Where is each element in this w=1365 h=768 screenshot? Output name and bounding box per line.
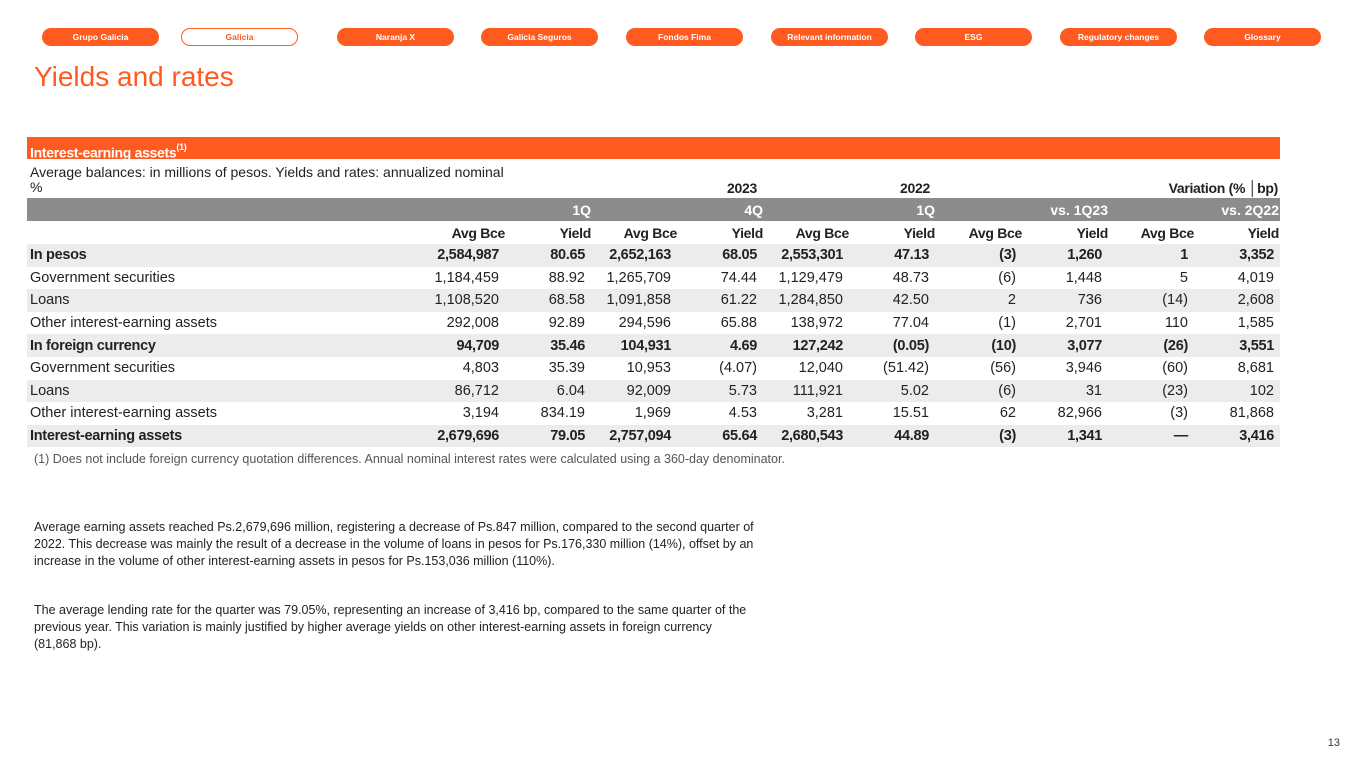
table-cell: 4.69 [677,334,763,357]
table-cell: 92,009 [591,380,677,403]
table-cell: 44.89 [849,425,935,448]
table-cell: 65.64 [677,425,763,448]
table-cell: 3,352 [1194,244,1280,267]
table-cell: 81,868 [1229,405,1274,422]
table-cell: 47.13 [849,244,935,267]
table-cell: (60) [1162,360,1188,377]
table-cell: 15.51 [892,405,929,422]
col-header: Avg Bce [623,225,677,241]
row-label: Government securities [30,360,176,377]
row-label: Loans [27,380,419,403]
units-note: Average balances: in millions of pesos. Yields and rates: annualized nominal % [30,164,504,195]
table-body [27,244,1280,447]
table-cell: 5 [1179,269,1188,286]
table-cell: (51.42) [883,360,929,377]
table-cell: 1,108,520 [419,289,505,312]
table-cell: 80.65 [505,244,591,267]
table-cell: 2,652,163 [591,244,677,267]
table-cell: (4.07) [719,360,757,377]
table-cell: 6.04 [505,380,591,403]
page-title: Yields and rates [34,61,234,92]
col-header: Avg Bce [1140,225,1194,241]
table-cell: 12,040 [798,360,843,377]
row-label: Other interest-earning assets [30,315,217,332]
table-cell: 3,281 [806,405,843,422]
row-label: Loans [27,289,419,312]
table-cell: 79.05 [505,425,591,448]
table-cell: 1,448 [1065,269,1102,286]
table-cell: 1 [1108,244,1194,267]
table-cell: 3,551 [1194,334,1280,357]
row-label: In foreign currency [27,334,419,357]
table-cell: 62 [999,405,1016,422]
period-vs-2q22: vs. 2Q22 [1221,202,1279,218]
table-cell: 104,931 [591,334,677,357]
table-cell: 5.02 [849,380,935,403]
table-row [27,425,1280,448]
table-cell: 61.22 [677,289,763,312]
table-cell: — [1108,425,1194,448]
table-cell: 1,341 [1022,425,1108,448]
table-cell: 5.73 [677,380,763,403]
table-cell: 35.39 [548,360,585,377]
table-cell: 2,757,094 [591,425,677,448]
table-cell: 42.50 [849,289,935,312]
period-vs-1q23: vs. 1Q23 [1050,202,1108,218]
col-header: Avg Bce [451,225,505,241]
table-cell: 3,194 [462,405,499,422]
table-cell: (3) [935,244,1022,267]
table-cell: 74.44 [720,269,757,286]
col-header: Yield [1247,225,1279,241]
table-cell: 4.53 [728,405,757,422]
table-cell: 48.73 [892,269,929,286]
units-note-row [27,163,1280,198]
table-cell: 65.88 [720,315,757,332]
table-row [27,289,1280,312]
table-cell: 2,701 [1065,315,1102,332]
table-row [27,267,1280,290]
table-cell: 3,416 [1194,425,1280,448]
col-header: Yield [1076,225,1108,241]
table-cell: 94,709 [419,334,505,357]
table-cell: 138,972 [790,315,843,332]
table-cell: 8,681 [1237,360,1274,377]
table-cell: 127,242 [763,334,849,357]
variation-label: Variation (% │bp) [1168,180,1278,196]
column-header-row [27,221,1280,244]
table-cell: 1,969 [634,405,671,422]
table-cell: 292,008 [446,315,499,332]
table-row [27,244,1280,267]
col-header: Yield [903,225,935,241]
table-cell: 2,553,301 [763,244,849,267]
table-row [27,402,1280,425]
table-cell: (23) [1108,380,1194,403]
table-cell: (26) [1108,334,1194,357]
table-cell: 2 [935,289,1022,312]
table-cell: 10,953 [626,360,671,377]
table-cell: 68.58 [505,289,591,312]
row-label: Interest-earning assets [27,425,419,448]
table-cell: 1,129,479 [778,269,843,286]
year-2023-label: 2023 [727,180,757,196]
banner-label: Interest-earning assets [30,144,177,161]
banner-footnote-marker: (1) [176,142,187,152]
table-cell: 68.05 [677,244,763,267]
table-cell: 1,284,850 [763,289,849,312]
yields-table [27,244,1280,447]
table-cell: 111,921 [763,380,849,403]
table-cell: 294,596 [618,315,671,332]
table-cell: 31 [1022,380,1108,403]
table-cell: 3,946 [1065,360,1102,377]
nav-relevant-information[interactable]: Relevant information [771,28,888,46]
col-header: Yield [559,225,591,241]
table-cell: 736 [1022,289,1108,312]
period-1q-2023: 1Q [572,202,591,218]
table-cell: 88.92 [548,269,585,286]
col-header: Avg Bce [795,225,849,241]
table-cell: 35.46 [505,334,591,357]
table-cell: (6) [998,269,1016,286]
row-label: In pesos [27,244,419,267]
table-cell: 102 [1194,380,1280,403]
table-cell: (3) [935,425,1022,448]
row-label: Government securities [30,269,176,286]
table-cell: 2,584,987 [419,244,505,267]
nav-galicia[interactable]: Galicia [181,28,298,46]
table-cell: 3,077 [1022,334,1108,357]
nav-glossary[interactable]: Glossary [1204,28,1321,46]
table-cell: (3) [1170,405,1188,422]
col-header: Avg Bce [968,225,1022,241]
table-banner [27,137,1280,159]
table-cell: (6) [935,380,1022,403]
year-2022-label: 2022 [900,180,930,196]
table-cell: (1) [998,315,1016,332]
nav-naranja-x[interactable]: Naranja X [337,28,454,46]
table-cell: (56) [990,360,1016,377]
table-cell: (14) [1108,289,1194,312]
table-cell: 1,260 [1022,244,1108,267]
row-label: Other interest-earning assets [30,405,217,422]
table-row [27,380,1280,403]
table-cell: 834.19 [540,405,585,422]
table-cell: (0.05) [849,334,935,357]
top-nav [42,28,1322,47]
period-header-row [27,198,1280,221]
table-row [27,357,1280,380]
period-4q-2023: 4Q [744,202,763,218]
table-cell: 2,608 [1194,289,1280,312]
period-1q-2022: 1Q [916,202,935,218]
table-cell: 92.89 [548,315,585,332]
table-cell: 77.04 [892,315,929,332]
nav-esg[interactable]: ESG [915,28,1032,46]
table-cell: 2,680,543 [763,425,849,448]
nav-fondos-fima[interactable]: Fondos Fima [626,28,743,46]
table-cell: 1,184,459 [434,269,499,286]
nav-regulatory-changes[interactable]: Regulatory changes [1060,28,1177,46]
table-row [27,312,1280,335]
col-header: Yield [731,225,763,241]
table-row [27,334,1280,357]
nav-grupo-galicia[interactable]: Grupo Galicia [42,28,159,46]
table-cell: 110 [1164,315,1188,332]
table-cell: (10) [935,334,1022,357]
table-cell: 1,091,858 [591,289,677,312]
footnote: (1) Does not include foreign currency quotation differences. Annual nominal interest rates were calculated using a 360-day denominator. [34,452,785,466]
table-cell: 4,803 [462,360,499,377]
page-number: 13 [1327,737,1340,749]
table-cell: 2,679,696 [419,425,505,448]
paragraph-lending-rate: The average lending rate for the quarter was 79.05%, representing an increase of 3,416 bp, compared to the same quarter of the previous year. This variation is mainly justified by higher average yields on other interest-earning assets in foreign currency (81,868 bp). [34,603,747,651]
table-cell: 82,966 [1057,405,1102,422]
table-cell: 1,585 [1237,315,1274,332]
nav-galicia-seguros[interactable]: Galicia Seguros [481,28,598,46]
paragraph-earning-assets: Average earning assets reached Ps.2,679,696 million, registering a decrease of Ps.847 million, compared to the second quarter of 2022. This decrease was mainly the result of a decrease in the volume of loans in pesos for Ps.176,330 million (14%), offset by an increase in the volume of other interest-earning assets in pesos for Ps.153,036 million (110%). [34,520,754,568]
table-cell: 86,712 [419,380,505,403]
table-cell: 1,265,709 [606,269,671,286]
table-cell: 4,019 [1237,269,1274,286]
